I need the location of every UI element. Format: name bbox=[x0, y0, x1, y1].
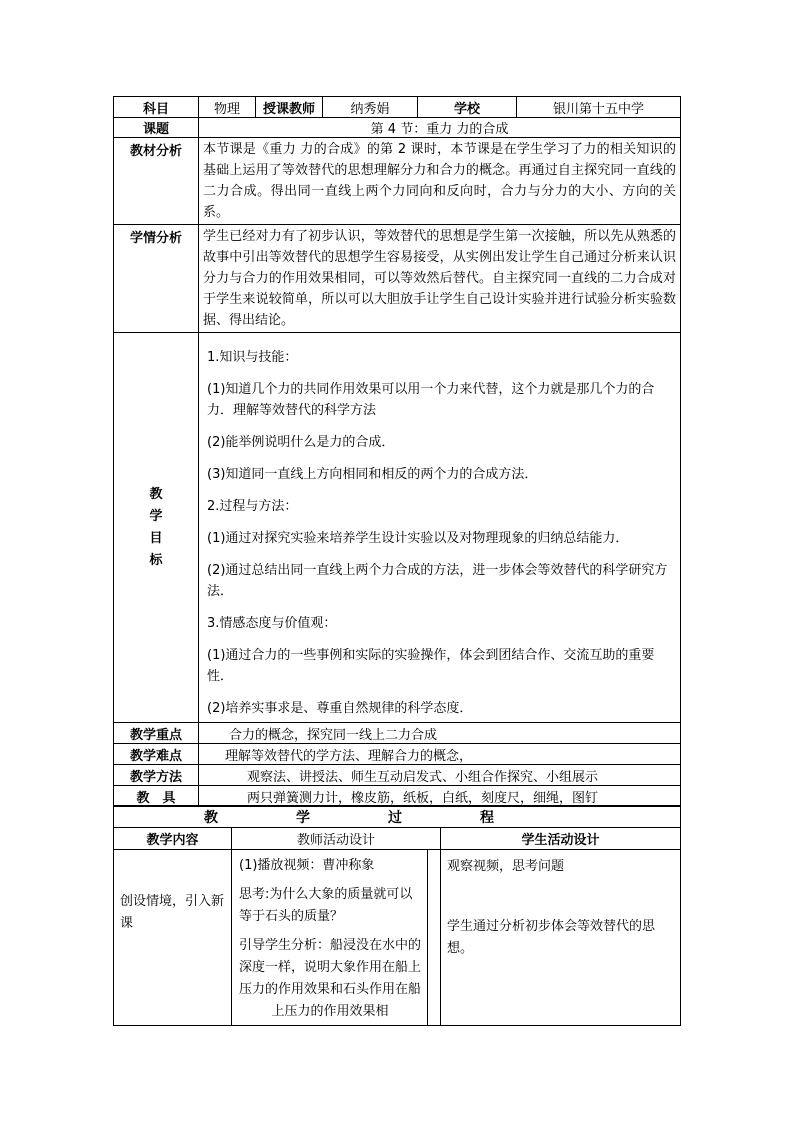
goal-item: (3)知道同一直线上方向相同和相反的两个力的合成方法． bbox=[207, 467, 538, 482]
teacher-activity: 思考:为什么大象的质量就可以等于石头的质量？ bbox=[239, 887, 413, 924]
topic-value: 第 4 节：重力 力的合成 bbox=[199, 118, 681, 138]
school-label: 学校 bbox=[418, 97, 517, 118]
key-point-row bbox=[114, 723, 681, 744]
goals-label bbox=[114, 333, 199, 723]
method-label: 教学方法 bbox=[114, 765, 199, 786]
teacher-label: 授课教师 bbox=[256, 97, 323, 118]
lesson-plan-table bbox=[113, 96, 681, 807]
material-text: 本节课是《重力 力的合成》的第 2 课时，本节课是在学生学习了力的相关知识的基础上运用了等效替代的思想理解分力和合力的概念。再通过自主探究同一直线的二力合成。得出同一直线上两个力同向和反向时，合力与分力的大小、方向的关系。 bbox=[199, 138, 681, 225]
goal-item: (1)知道几个力的共同作用效果可以用一个力来代替，这个力就是那几个力的合力．理解等效替代的科学方法 bbox=[207, 382, 655, 418]
goals-label-char: 目 bbox=[149, 530, 163, 546]
school-value: 银川第十五中学 bbox=[517, 97, 681, 118]
goal-item: (2)能举例说明什么是力的合成． bbox=[207, 435, 395, 450]
teacher-activity: (1)播放视频：曹冲称象 bbox=[239, 858, 375, 873]
process-title-char: 教 bbox=[204, 809, 218, 826]
material-row bbox=[114, 138, 681, 225]
goals-label-char: 标 bbox=[149, 552, 163, 568]
goals-row bbox=[114, 333, 681, 723]
key-point-label: 教学重点 bbox=[114, 723, 199, 744]
col-header-student: 学生活动设计 bbox=[441, 828, 681, 850]
material-label: 教材分析 bbox=[114, 138, 199, 225]
subject-value: 物理 bbox=[199, 97, 256, 118]
key-point-value: 合力的概念，探究同一线上二力合成 bbox=[199, 723, 681, 744]
method-row bbox=[114, 765, 681, 786]
method-value: 观察法、讲授法、师生互动启发式、小组合作探究、小组展示 bbox=[199, 765, 681, 786]
subject-label: 科目 bbox=[114, 97, 199, 118]
goal-item: 1.知识与技能： bbox=[207, 350, 298, 365]
goal-item: (2)通过总结出同一直线上两个力合成的方法，进一步体会等效替代的科学研究方法． bbox=[207, 563, 668, 599]
goals-label-char: 学 bbox=[149, 508, 163, 524]
goals-label-char: 教 bbox=[149, 486, 163, 502]
process-title-row bbox=[114, 806, 681, 828]
process-row bbox=[114, 850, 681, 1026]
goal-item: 2.过程与方法： bbox=[207, 499, 298, 514]
process-title-char: 程 bbox=[480, 809, 494, 826]
goal-item: (1)通过合力的一些事例和实际的实验操作，体会到团结合作、交流互助的重要性． bbox=[207, 648, 655, 684]
goals-content bbox=[199, 333, 681, 723]
info-row bbox=[114, 97, 681, 118]
goal-item: (2)培养实事求是、尊重自然规律的科学态度． bbox=[207, 701, 473, 716]
process-title bbox=[114, 806, 681, 828]
process-header-row bbox=[114, 828, 681, 850]
student-activity: 学生通过分析初步体会等效替代的思想。 bbox=[447, 919, 656, 956]
tools-value: 两只弹簧测力计，橡皮筋，纸板，白纸，刻度尺，细绳，图钉 bbox=[199, 786, 681, 807]
teacher-activity: 引导学生分析：船浸没在水中的深度一样，说明大象作用在船上压力的作用效果和石头作用在船上压力的作用效果相 bbox=[239, 938, 422, 1019]
process-title-char: 学 bbox=[296, 809, 310, 826]
student-activity: 观察视频，思考问题 bbox=[447, 859, 565, 874]
col-header-teacher: 教师活动设计 bbox=[232, 828, 441, 850]
students-text: 学生已经对力有了初步认识，等效替代的思想是学生第一次接触，所以先从熟悉的故事中引出等效替代的思想学生容易接受，从实例出发让学生自己通过分析来认识分力与合力的作用效果相同，可以等效然后替代。自主探究同一直线的二力合成对于学生来说较简单，所以可以大胆放手让学生自己设计实验并进行试验分析实验数据、得出结论。 bbox=[199, 225, 681, 333]
goal-item: 3.情感态度与价值观： bbox=[207, 616, 337, 631]
process-row-student bbox=[441, 850, 681, 1026]
process-table bbox=[113, 805, 681, 1026]
process-title-char: 过 bbox=[388, 809, 402, 826]
tools-row bbox=[114, 786, 681, 807]
process-row-content: 创设情境，引入新课 bbox=[114, 850, 232, 1026]
tools-label: 教 具 bbox=[114, 786, 199, 807]
teacher-value: 纳秀娟 bbox=[323, 97, 418, 118]
students-row bbox=[114, 225, 681, 333]
difficulty-row bbox=[114, 744, 681, 765]
goal-item: (1)通过对探究实验来培养学生设计实验以及对物理现象的归纳总结能力． bbox=[207, 531, 629, 546]
difficulty-value: 理解等效替代的学方法、理解合力的概念， bbox=[199, 744, 681, 765]
topic-row bbox=[114, 118, 681, 138]
students-label: 学情分析 bbox=[114, 225, 199, 333]
col-header-content: 教学内容 bbox=[114, 828, 232, 850]
topic-label: 课题 bbox=[114, 118, 199, 138]
difficulty-label: 教学难点 bbox=[114, 744, 199, 765]
process-row-teacher bbox=[232, 850, 441, 1026]
